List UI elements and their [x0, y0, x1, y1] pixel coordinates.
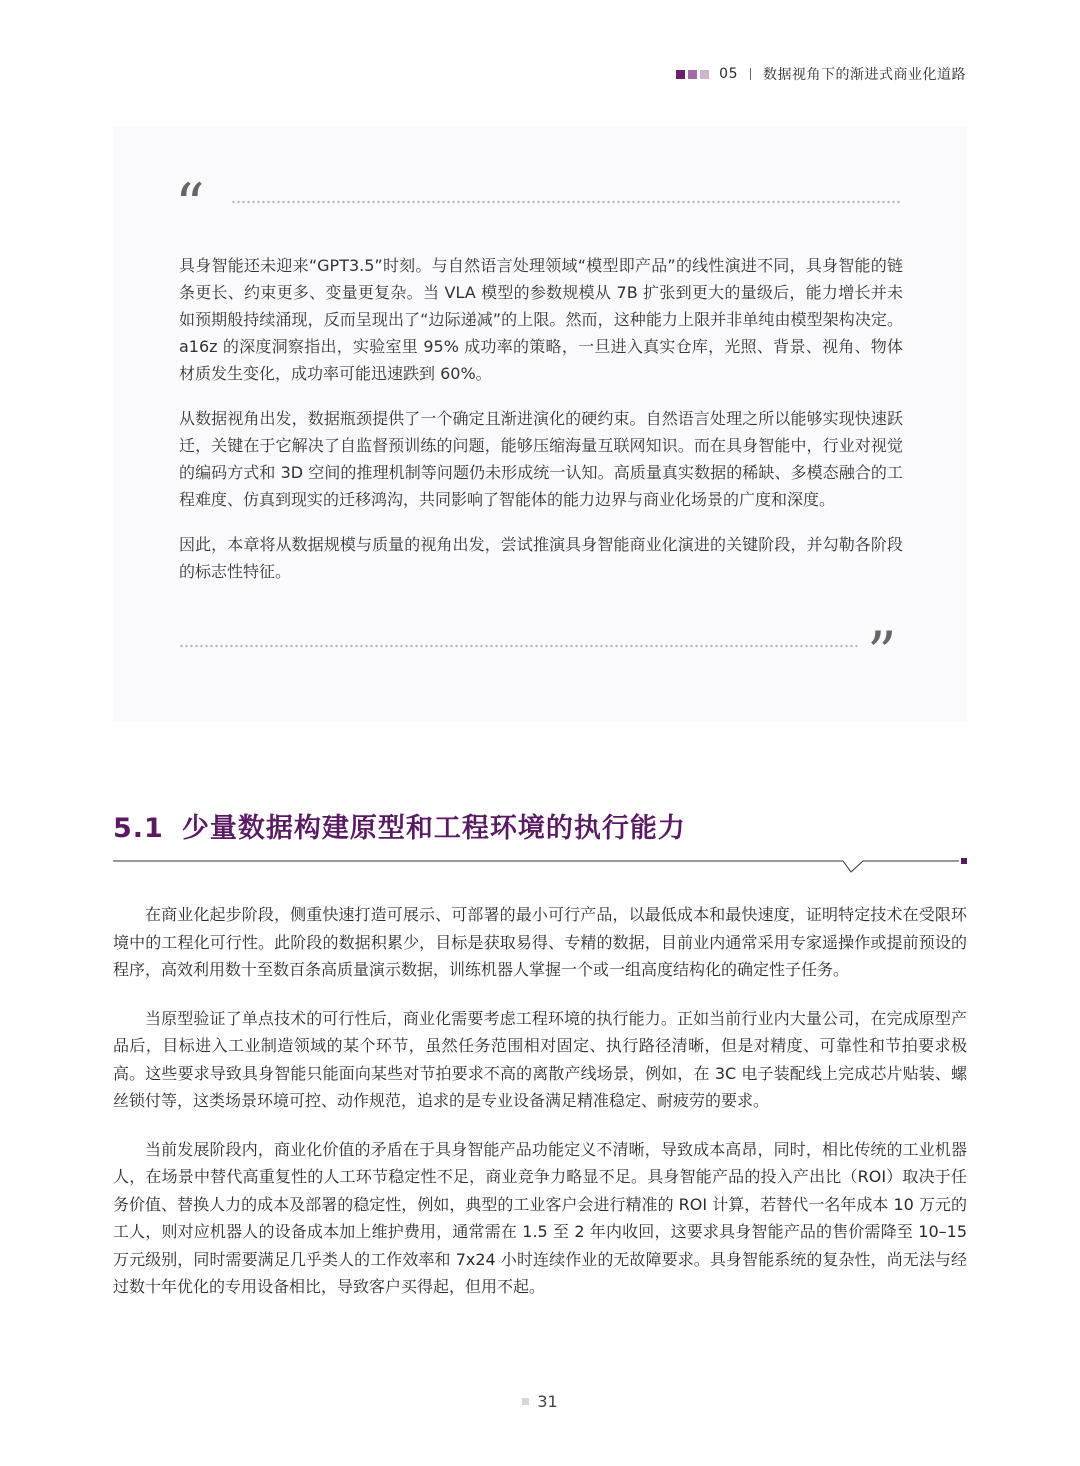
- header-divider: [750, 68, 751, 80]
- color-block-2: [688, 70, 697, 79]
- quote-paragraph: 因此，本章将从数据规模与质量的视角出发，尝试推演具身智能商业化演进的关键阶段，并勾勒各阶段的标志性特征。: [179, 535, 903, 581]
- section-heading: [113, 806, 973, 845]
- footer-square-icon: [522, 1398, 529, 1405]
- close-quote-icon: ”: [867, 619, 897, 687]
- heading-underline: [113, 846, 969, 876]
- chapter-number: 05: [719, 66, 738, 82]
- quote-box: [113, 126, 967, 722]
- color-block-1: [676, 70, 685, 79]
- section-title: 少量数据构建原型和工程环境的执行能力: [181, 813, 686, 844]
- page-number: 31: [537, 1392, 558, 1411]
- chapter-color-blocks: [676, 70, 709, 79]
- dotted-divider-top: [231, 200, 901, 204]
- open-quote-icon: “: [175, 171, 205, 239]
- page-footer: [0, 1392, 1080, 1411]
- quote-paragraph: 具身智能还未迎来“GPT3.5”时刻。与自然语言处理领域“模型即产品”的线性演进不同，具身智能的链条更长、约束更多、变量更复杂。当 VLA 模型的参数规模从 7B 扩张到更大的量级后，能力增长并未如预期般持续涌现，反而呈现出了“边际递减”的上限。然而，这种能力上限并非单纯由模型架构决定。a16z 的深度洞察指出，实验室里 95% 成功率的策略，一旦进入真实仓库，光照、背景、视角、物体材质发生变化，成功率可能迅速跌到 60%。: [179, 256, 903, 383]
- body-paragraph: 在商业化起步阶段，侧重快速打造可展示、可部署的最小可行产品，以最低成本和最快速度，证明特定技术在受限环境中的工程化可行性。此阶段的数据积累少，目标是获取易得、专精的数据，目前业内通常采用专家遥操作或提前预设的程序，高效利用数十至数百条高质量演示数据，训练机器人掌握一个或一组高度结构化的确定性子任务。: [113, 905, 967, 979]
- color-block-3: [700, 70, 709, 79]
- body-paragraph: 当原型验证了单点技术的可行性后，商业化需要考虑工程环境的执行能力。正如当前行业内大量公司，在完成原型产品后，目标进入工业制造领域的某个环节，虽然任务范围相对固定、执行路径清晰，但是对精度、可靠性和节拍要求极高。这些要求导致具身智能只能面向某些对节拍要求不高的离散产线场景，例如，在 3C 电子装配线上完成芯片贴装、螺丝锁付等，这类场景环境可控、动作规范，追求的是专业设备满足精准稳定、耐疲劳的要求。: [113, 1008, 967, 1110]
- quote-paragraph: 从数据视角出发，数据瓶颈提供了一个确定且渐进演化的硬约束。自然语言处理之所以能够实现快速跃迁，关键在于它解决了自监督预训练的问题，能够压缩海量互联网知识。而在具身智能中，行业对视觉的编码方式和 3D 空间的推理机制等问题仍未形成统一认知。高质量真实数据的稀缺、多模态融合的工程难度、仿真到现实的迁移鸿沟，共同影响了智能体的能力边界与商业化场景的广度和深度。: [179, 409, 903, 509]
- section-number: 5.1: [113, 813, 164, 844]
- quote-text: [179, 252, 903, 603]
- body-paragraph: 当前发展阶段内，商业化价值的矛盾在于具身智能产品功能定义不清晰，导致成本高昂，同时，相比传统的工业机器人，在场景中替代高重复性的人工环节稳定性不足，商业竞争力略显不足。具身智能产品的投入产出比（ROI）取决于任务价值、替换人力的成本及部署的稳定性，例如，典型的工业客户会进行精准的 ROI 计算，若替代一名年成本 10 万元的工人，则对应机器人的设备成本加上维护费用，通常需在 1.5 至 2 年内收回，这要求具身智能产品的售价需降至 10–15 万元级别，同时需要满足几乎类人的工作效率和 7x24 小时连续作业的无故障要求。具身智能系统的复杂性，尚无法与经过数十年优化的专用设备相比，导致客户买得起，但用不起。: [113, 1139, 967, 1296]
- page-header: [676, 62, 966, 86]
- dotted-divider-bottom: [179, 644, 859, 648]
- body-text: [113, 901, 967, 1322]
- chapter-title: 数据视角下的渐进式商业化道路: [763, 67, 966, 83]
